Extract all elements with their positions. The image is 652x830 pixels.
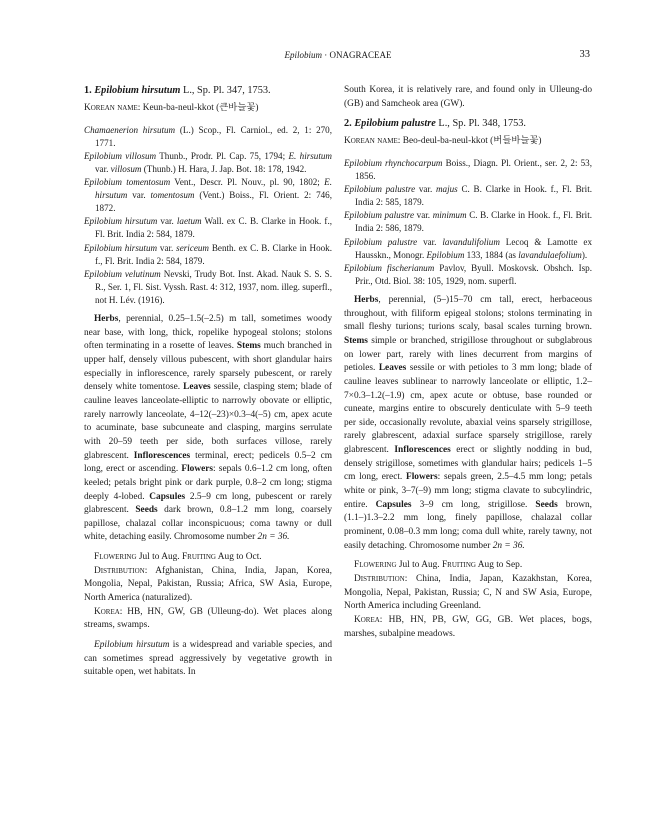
synonym-name: Epilobium palustre bbox=[344, 184, 416, 195]
synonym-citation: (L.) Scop., Fl. Carniol., ed. 2, 1: 270, 1771. bbox=[95, 124, 333, 148]
synonym-list bbox=[84, 124, 332, 307]
flowers-label: Flowers bbox=[405, 472, 438, 483]
synonym-name: Epilobium bbox=[426, 249, 465, 260]
korea-line bbox=[344, 614, 592, 641]
korea-label: Korea: bbox=[94, 606, 123, 617]
right-column bbox=[344, 84, 592, 641]
synonym-entry bbox=[84, 215, 332, 241]
synonym-name: E. hirsutum bbox=[95, 177, 332, 201]
species-citation: L., Sp. Pl. 348, 1753. bbox=[435, 118, 526, 130]
flowering-value: Jul to Aug. bbox=[396, 560, 442, 571]
entry-number: 2. bbox=[344, 118, 352, 130]
species-citation: L., Sp. Pl. 347, 1753. bbox=[180, 85, 271, 96]
synonym-citation: (Thunb.) H. Hara, J. Jap. Bot. 18: 178, 1942. bbox=[141, 163, 307, 174]
korea-label: Korea: bbox=[354, 615, 383, 625]
synonym-name: Epilobium tomentosum bbox=[84, 177, 171, 188]
distribution-line bbox=[84, 565, 332, 606]
synonym-entry bbox=[344, 262, 592, 288]
synonym-citation: Boiss., Diagn. Pl. Orient., ser. 2, 2: 53, 1856. bbox=[355, 157, 592, 182]
running-head-family: ONAGRACEAE bbox=[329, 50, 392, 60]
inflorescences-text: erect or slightly nodding in bud, densely strigillose, sometimes with glandular hairs; pedicels 1–5 cm long, erect. bbox=[344, 445, 593, 483]
stems-text: much branched in upper half, densely villous pubescent, with short glandular hairs especially in inflorescence, rarely sparsely pubescent, or rarely densely white tomentose. bbox=[84, 341, 332, 393]
korean-name-label: Korean name: bbox=[344, 136, 401, 147]
korean-name: Beo-deul-ba-neul-kkot (버들바늘꽃) bbox=[400, 136, 542, 147]
synonym-name: Epilobium hirsutum bbox=[84, 242, 158, 253]
synonym-citation: var. bbox=[414, 210, 433, 221]
synonym-name: E. hirsutum bbox=[288, 150, 332, 161]
synonym-name: lavandulifolium bbox=[442, 236, 500, 247]
synonym-name: Epilobium palustre bbox=[344, 236, 418, 247]
note-continuation: South Korea, it is relatively rare, and found only in Ulleung-do (GB) and Samcheok area (GW). bbox=[344, 85, 592, 109]
seeds-label: Seeds bbox=[535, 499, 558, 510]
synonym-name: Epilobium fischerianum bbox=[344, 262, 435, 273]
phenology-line bbox=[84, 551, 332, 565]
synonym-citation: Lecoq & Lamotte ex Hausskn., Monogr. bbox=[355, 236, 592, 260]
synonym-citation: Pavlov, Byull. Moskovsk. Obshch. Isp. Prir., Otd. Biol. 38: 105, 1929, nom. superfl. bbox=[355, 262, 592, 286]
synonym-name: minimum bbox=[432, 210, 467, 221]
species-heading-1 bbox=[84, 84, 332, 98]
stems-text: simple or branched, strigillose throughout or subglabrous on lower part, rarely with lines decurrent from margins of petioles. bbox=[344, 335, 592, 374]
synonym-citation: var. bbox=[157, 242, 177, 253]
fruiting-value: Aug to Oct. bbox=[215, 552, 262, 563]
synonym-entry bbox=[84, 176, 332, 215]
synonym-name: Epilobium rhynchocarpum bbox=[344, 157, 443, 168]
korean-name-line bbox=[344, 135, 592, 149]
synonym-citation: Vent., Descr. Pl. Nouv., pl. 90, 1802; bbox=[170, 177, 325, 188]
synonym-name: Epilobium palustre bbox=[344, 210, 415, 221]
synonym-name: majus bbox=[435, 184, 458, 195]
korean-name-label: Korean name: bbox=[84, 103, 141, 113]
fruiting-value: Aug to Sep. bbox=[475, 560, 523, 571]
synonym-name: lavandulaefolium bbox=[518, 249, 582, 260]
synonym-entry bbox=[344, 236, 592, 262]
synonym-citation: Nevski, Trudy Bot. Inst. Akad. Nauk S. S. S. R., Ser. 1, Fl. Sist. Vyssh. Rast. 4: 312, 1937, nom. illeg. superfl., not H. Lév. (1916). bbox=[95, 268, 332, 305]
flowers-text: : sepals green, 2.5–4.5 mm long; petals white or pink, 3–7(–9) mm long; stigma clavate to subcylindric, entire. bbox=[344, 472, 592, 510]
capsules-text: 3–9 cm long, strigillose. bbox=[411, 499, 536, 510]
species-note bbox=[84, 639, 332, 680]
synonym-citation: Benth. ex C. B. Clarke in Hook. f., Fl. Brit. India 2: 584, 1879. bbox=[95, 242, 332, 266]
species-name: Epilobium hirsutum bbox=[94, 85, 181, 96]
synonym-list bbox=[344, 157, 592, 288]
leaves-label: Leaves bbox=[183, 382, 211, 393]
flowering-value: Jul to Aug. bbox=[136, 552, 182, 563]
synonym-entry bbox=[84, 242, 332, 268]
flowering-label: Flowering bbox=[94, 552, 137, 563]
korea-value: HB, HN, GW, GB (Ulleung-do). Wet places along streams, swamps. bbox=[84, 606, 332, 631]
synonym-citation: var. bbox=[415, 184, 436, 195]
distribution-line bbox=[344, 573, 592, 614]
synonym-name: villosum bbox=[110, 163, 142, 174]
korea-line bbox=[84, 606, 332, 633]
running-head-genus: Epilobium bbox=[284, 50, 322, 60]
synonym-entry bbox=[344, 209, 592, 235]
species-heading-2 bbox=[344, 117, 592, 131]
synonym-citation: (Vent.) Boiss., Fl. Orient. 2: 746, 1872. bbox=[95, 190, 332, 214]
capsules-label: Capsules bbox=[375, 499, 412, 510]
chromosome-number: 2n = 36. bbox=[257, 532, 290, 543]
synonym-citation: var. bbox=[95, 163, 111, 174]
herbs-label: Herbs bbox=[354, 294, 379, 305]
inflorescences-label: Inflorescences bbox=[394, 445, 451, 456]
synonym-name: Chamaenerion hirsutum bbox=[84, 124, 176, 135]
korean-name-line bbox=[84, 102, 332, 116]
synonym-entry bbox=[84, 268, 332, 307]
synonym-name: Epilobium velutinum bbox=[84, 268, 161, 279]
synonym-citation: C. B. Clarke in Hook. f., Fl. Brit. India 2: 586, 1879. bbox=[355, 210, 593, 234]
seeds-label: Seeds bbox=[135, 505, 158, 516]
herbs-text: , perennial, (5–)15–70 cm tall, erect, herbaceous throughout, with filiform epigeal stolons; stolons terminating in small fleshy turions; turions scaly, basal scales turning brown. bbox=[344, 294, 592, 333]
fruiting-label: Fruiting bbox=[181, 552, 216, 563]
synonym-citation: ). bbox=[581, 249, 588, 260]
synonym-citation: var. bbox=[417, 236, 443, 247]
running-head bbox=[84, 50, 592, 60]
stems-label: Stems bbox=[344, 335, 368, 346]
flowers-text: : sepals 0.6–1.2 cm long, often keeled; petals bright pink or dark purple, 0.8–2 cm long; stigma deeply 4-lobed. bbox=[84, 464, 333, 502]
chromosome-number: 2n = 36. bbox=[492, 540, 525, 551]
synonym-name: sericeum bbox=[176, 242, 209, 253]
synonym-name: Epilobium villosum bbox=[84, 150, 157, 161]
species-description bbox=[344, 294, 592, 553]
capsules-label: Capsules bbox=[149, 491, 186, 502]
distribution-label: Distribution: bbox=[354, 574, 408, 585]
korea-value: HB, HN, PB, GW, GG, GB. Wet places, bogs, marshes, subalpine meadows. bbox=[344, 615, 592, 639]
synonym-citation: var. bbox=[157, 216, 177, 227]
note-text: is a widespread and variable species, and can sometimes spread aggressively by vegetative growth in suitable open, wet habitats. In bbox=[84, 640, 333, 678]
synonym-citation: Thunb., Prodr. Pl. Cap. 75, 1794; bbox=[156, 150, 289, 161]
seeds-text: dark brown, 0.8–1.2 mm long, coarsely papillose, chalazal collar inconspicuous; coma tawny or dull white, detaching easily. Chromosome number bbox=[84, 505, 332, 543]
synonym-name: tomentosum bbox=[150, 190, 195, 201]
synonym-citation: var. bbox=[127, 190, 151, 201]
flowers-label: Flowers bbox=[181, 464, 214, 475]
synonym-entry bbox=[344, 157, 592, 183]
synonym-entry bbox=[84, 150, 332, 176]
synonym-entry bbox=[344, 183, 592, 209]
flowering-label: Flowering bbox=[354, 560, 397, 571]
leaves-label: Leaves bbox=[378, 363, 407, 374]
distribution-value: Afghanistan, China, India, Japan, Korea, Mongolia, Nepal, Pakistan, Russia; Africa, SW Asia, Europe, North America (naturalized). bbox=[84, 565, 332, 604]
leaves-text: sessile or with petioles to 3 mm long; blade of cauline leaves sublinear to narrowly lanceolate or elliptic, 1.2–7×0.3–1.2(–1.9) cm, apex acute or obtuse, base rounded or cuneate, margins entire to obscurely denticulate with 5–9 teeth per side, occasionally revolute, abaxial veins sparsely strigillose, rarely glabrescent, adaxial surface sparsely strigillose, rarely glabrescent. bbox=[344, 363, 592, 456]
synonym-citation: C. B. Clarke in Hook. f., Fl. Brit. India 2: 585, 1879. bbox=[355, 184, 592, 208]
distribution-value: China, India, Japan, Kazakhstan, Korea, Mongolia, Nepal, Pakistan, Russia; C, N and SW Asia, Europe, North America including Greenland. bbox=[344, 574, 592, 612]
entry-number: 1. bbox=[84, 85, 92, 96]
herbs-text: , perennial, 0.25–1.5(–2.5) m tall, sometimes woody near base, with long, thick, ropelike hypogeal stolons; stolons often terminating in a rosette of leaves. bbox=[84, 313, 332, 352]
phenology-line bbox=[344, 559, 592, 573]
capsules-text: 2.5–9 cm long, pubescent or rarely glabrescent. bbox=[84, 491, 332, 516]
distribution-label: Distribution: bbox=[94, 565, 148, 576]
leaves-text: sessile, clasping stem; blade of cauline leaves lanceolate-elliptic to narrowly obovate or elliptic, rarely narrowly lanceolate, 4–12(–23)×0.3–4(–5) cm, apex acute to acuminate, base subcuneate and clasping, margins serrulate with 20–59 teeth per side, both surfaces villose, rarely glabrescent. bbox=[84, 382, 332, 461]
inflorescences-label: Inflorescences bbox=[133, 450, 191, 461]
synonym-citation: Wall. ex C. B. Clarke in Hook. f., Fl. Brit. India 2: 584, 1879. bbox=[95, 216, 332, 240]
page-number: 33 bbox=[579, 49, 590, 60]
synonym-entry bbox=[84, 124, 332, 150]
running-head-separator: · bbox=[322, 50, 330, 60]
synonym-citation: 133, 1884 (as bbox=[464, 249, 519, 260]
seeds-text: brown, (1.1–)1.3–2.2 mm long, finely papillose, chalazal collar prominent, 0.08–0.3 mm long; coma dull white, rarely tawny, not easily detaching. Chromosome number bbox=[344, 499, 593, 551]
species-name: Epilobium palustre bbox=[354, 118, 436, 130]
synonym-name: laetum bbox=[176, 216, 202, 227]
synonym-name: Epilobium hirsutum bbox=[84, 216, 158, 227]
stems-label: Stems bbox=[236, 341, 261, 352]
korean-name: Keun-ba-neul-kkot (큰바늘꽃) bbox=[140, 103, 259, 113]
inflorescences-text: terminal, erect; pedicels 0.5–2 cm long, erect or ascending. bbox=[84, 450, 333, 475]
fruiting-label: Fruiting bbox=[441, 560, 476, 571]
left-column bbox=[84, 84, 332, 680]
species-description bbox=[84, 313, 332, 545]
note-species-name: Epilobium hirsutum bbox=[94, 640, 170, 651]
herbs-label: Herbs bbox=[94, 313, 119, 324]
